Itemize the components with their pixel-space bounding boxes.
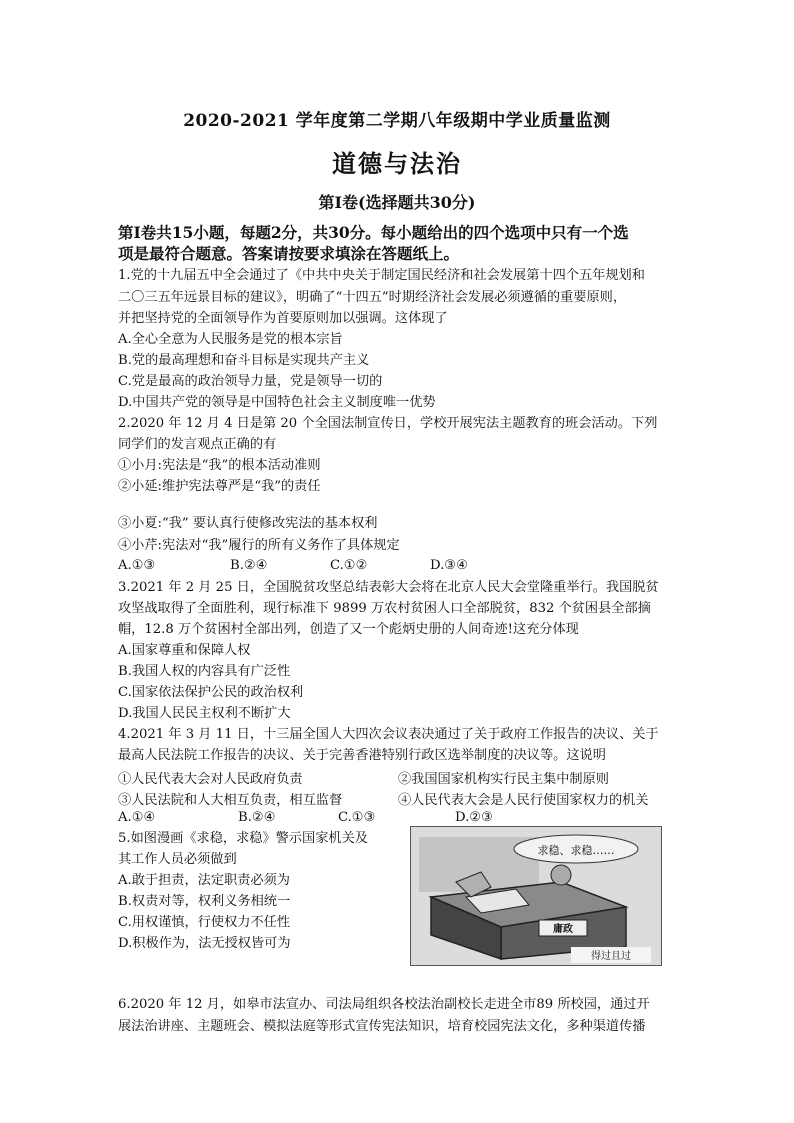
q4-statement-1: ①人民代表大会对人民政府负责 (118, 772, 303, 787)
q3-stem-line: 攻坚战取得了全面胜利，现行标准下 9899 万农村贫困人口全部脱贫，832 个贫困县全部摘 (118, 601, 651, 616)
q3-option-a: A.国家尊重和保障人权 (118, 643, 251, 658)
q5-option-b: B.权责对等，权利义务相统一 (118, 894, 291, 909)
cartoon-image (410, 826, 662, 966)
q5-option-d: D.积极作为，法无授权皆可为 (118, 936, 291, 951)
q3-stem-line: 3.2021 年 2 月 25 日，全国脱贫攻坚总结表彰大会将在北京人民大会堂隆重举行。我国脱贫 (118, 580, 659, 595)
cartoon-plaque-text: 庸政 (553, 924, 573, 935)
q2-option-b: B.②④ (230, 558, 268, 573)
q2-option-d: D.③④ (430, 558, 468, 573)
cartoon-bubble-text: 求稳、求稳…… (537, 844, 615, 857)
q2-option-c: C.①② (330, 558, 368, 573)
instruction-line: 第Ⅰ卷共15小题，每题2分，共30分。每小题给出的四个选项中只有一个选 (118, 223, 629, 242)
q4-option-d: D.②③ (455, 810, 493, 825)
exam-title: 2020-2021 学年度第二学期八年级期中学业质量监测 (183, 111, 611, 131)
q2-statement-4: ④小芹:宪法对“我”履行的所有义务作了具体规定 (118, 538, 400, 553)
q1-stem-line: 并把坚持党的全面领导作为首要原则加以强调。这体现了 (118, 311, 448, 326)
q5-option-a: A.敢于担责，法定职责必须为 (118, 873, 290, 888)
q4-option-b: B.②④ (238, 810, 276, 825)
section-title: 第Ⅰ卷(选择题共30分) (318, 193, 476, 212)
q1-stem-line: 1.党的十九届五中全会通过了《中共中央关于制定国民经济和社会发展第十四个五年规划和 (118, 268, 645, 283)
instruction-line: 项是最符合题意。答案请按要求填涂在答题纸上。 (118, 244, 460, 263)
q2-statement-2: ②小延:维护宪法尊严是“我”的责任 (118, 479, 321, 494)
q2-statement-3: ③小夏:“我” 要认真行使修改宪法的基本权利 (118, 516, 378, 531)
q5-option-c: C.用权谨慎，行使权力不任性 (118, 915, 291, 930)
q5-stem-line: 5.如图漫画《求稳，求稳》警示国家机关及 (118, 831, 368, 846)
q2-stem-line: 同学们的发言观点正确的有 (118, 437, 277, 452)
q3-option-b: B.我国人权的内容具有广泛性 (118, 664, 291, 679)
q4-statement-2: ②我国国家机构实行民主集中制原则 (398, 772, 609, 787)
q2-statement-1: ①小月:宪法是“我”的根本活动准则 (118, 458, 321, 473)
q6-stem-line: 6.2020 年 12 月，如皋市法宣办、司法局组织各校法治副校长走进全市89 所校园，通过开 (118, 997, 650, 1012)
q4-option-a: A.①④ (118, 810, 156, 825)
q1-stem-line: 二〇三五年远景目标的建议》，明确了“十四五”时期经济社会发展必须遵循的重要原则， (118, 290, 627, 305)
q1-option-d: D.中国共产党的领导是中国特色社会主义制度唯一优势 (118, 395, 436, 410)
q4-option-c: C.①③ (338, 810, 376, 825)
q3-stem-line: 帽，12.8 万个贫困村全部出列，创造了又一个彪炳史册的人间奇迹!这充分体现 (118, 622, 579, 637)
q4-stem-line: 最高人民法院工作报告的决议、关于完善香港特别行政区选举制度的决议等。这说明 (118, 748, 606, 763)
cartoon-drawing (411, 827, 661, 965)
q1-option-b: B.党的最高理想和奋斗目标是实现共产主义 (118, 353, 370, 368)
q1-option-a: A.全心全意为人民服务是党的根本宗旨 (118, 332, 343, 347)
q3-option-d: D.我国人民民主权利不断扩大 (118, 706, 291, 721)
q4-stem-line: 4.2021 年 3 月 11 日，十三届全国人大四次会议表决通过了关于政府工作报告的决议、关于 (118, 727, 659, 742)
q2-option-a: A.①③ (118, 558, 156, 573)
q4-statement-4: ④人民代表大会是人民行使国家权力的机关 (398, 793, 649, 808)
cartoon-caption: 得过且过 (591, 951, 631, 962)
q2-stem-line: 2.2020 年 12 月 4 日是第 20 个全国法制宣传日，学校开展宪法主题教育的班会活动。下列 (118, 416, 658, 431)
q3-option-c: C.国家依法保护公民的政治权利 (118, 685, 304, 700)
q4-statement-3: ③人民法院和人大相互负责，相互监督 (118, 793, 343, 808)
q1-option-c: C.党是最高的政治领导力量，党是领导一切的 (118, 374, 383, 389)
subject-title: 道德与法治 (332, 149, 462, 178)
q6-stem-line: 展法治讲座、主题班会、模拟法庭等形式宣传宪法知识，培育校园宪法文化，多种渠道传播 (118, 1019, 646, 1034)
q5-stem-line: 其工作人员必须做到 (118, 852, 237, 867)
